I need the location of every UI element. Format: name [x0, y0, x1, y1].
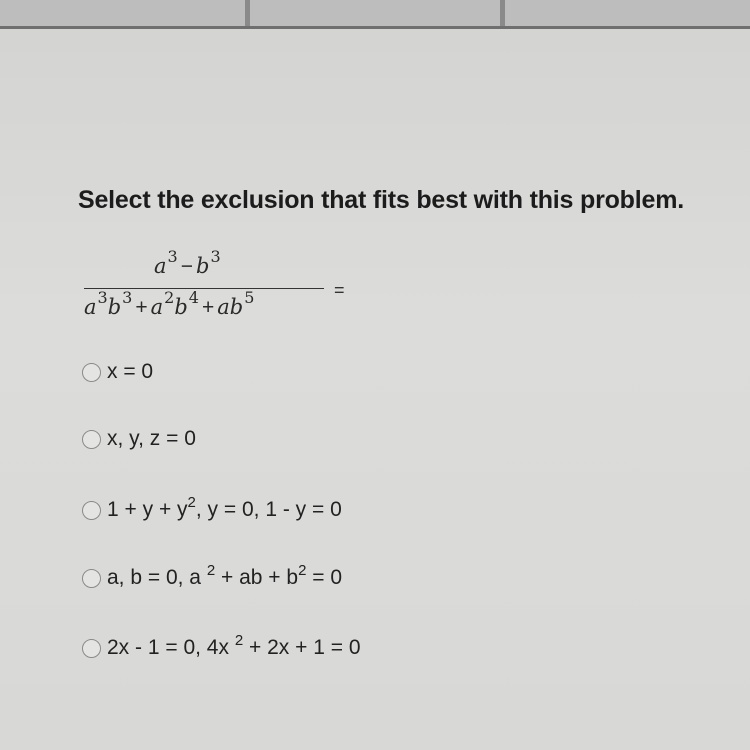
option-label: x = 0	[107, 360, 154, 383]
rational-expression	[84, 246, 324, 336]
question-prompt: Select the exclusion that fits best with this problem.	[78, 186, 684, 214]
option-label: a, b = 0, a $^2$ + ab + $b^2 = 0$	[107, 562, 343, 589]
option-label: $1 + y + y^2$, y = 0, 1 - y = 0	[107, 494, 342, 521]
expression-denominator: $a^3b^3 + a^2b^4 + ab^5$	[84, 288, 255, 319]
tab-separator	[500, 0, 505, 26]
option-4[interactable]	[82, 563, 342, 593]
option-label: 2x - 1 = 0, 4x $^2$ + 2x + 1 = 0	[107, 632, 361, 659]
fraction-bar	[84, 288, 324, 289]
radio-button[interactable]	[82, 501, 101, 520]
option-5[interactable]	[82, 633, 361, 663]
tab-separator	[245, 0, 250, 26]
expression-numerator: $a^3 - b^3$	[154, 247, 221, 278]
option-3[interactable]	[82, 495, 342, 525]
option-label: x, y, z = 0	[107, 427, 196, 450]
radio-button[interactable]	[82, 363, 101, 382]
radio-button[interactable]	[82, 430, 101, 449]
option-2[interactable]	[82, 424, 196, 454]
equals-sign: =	[334, 280, 345, 300]
browser-top-bar	[0, 0, 750, 29]
option-1[interactable]	[82, 357, 153, 387]
radio-button[interactable]	[82, 569, 101, 588]
radio-button[interactable]	[82, 639, 101, 658]
